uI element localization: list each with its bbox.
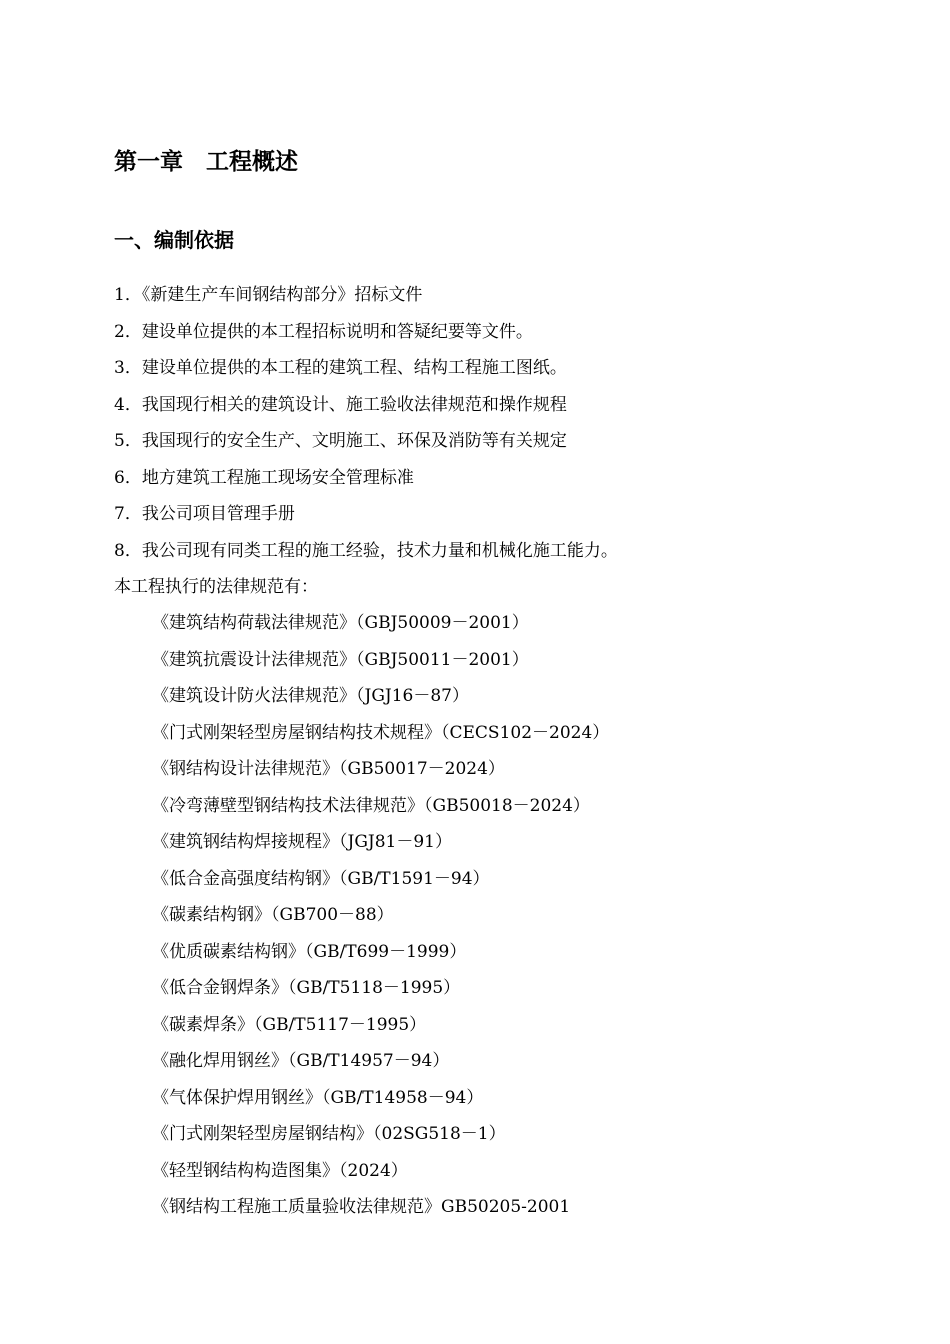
basis-item: 3．建设单位提供的本工程的建筑工程、结构工程施工图纸。	[114, 358, 567, 378]
standard-item: 《钢结构设计法律规范》（GB50017－2024）	[152, 759, 505, 779]
basis-item: 5．我国现行的安全生产、文明施工、环保及消防等有关规定	[114, 431, 567, 451]
standard-item: 《冷弯薄壁型钢结构技术法律规范》（GB50018－2024）	[152, 795, 590, 816]
standard-item: 《气体保护焊用钢丝》（GB/T14958－94）	[152, 1087, 484, 1108]
standard-item: 《碳素焊条》（GB/T5117－1995）	[152, 1014, 427, 1035]
basis-item: 1．《新建生产车间钢结构部分》招标文件	[114, 285, 423, 305]
basis-item: 7．我公司项目管理手册	[114, 504, 295, 524]
standard-item: 《低合金钢焊条》（GB/T5118－1995）	[152, 978, 461, 998]
basis-item: 2．建设单位提供的本工程招标说明和答疑纪要等文件。	[114, 321, 533, 342]
standard-item: 《建筑抗震设计法律规范》（GBJ50011－2001）	[152, 649, 529, 670]
standard-item: 《低合金高强度结构钢》（GB/T1591－94）	[152, 868, 490, 889]
basis-item: 8．我公司现有同类工程的施工经验，技术力量和机械化施工能力。	[114, 540, 618, 561]
standard-item: 《建筑钢结构焊接规程》（JGJ81－91）	[152, 832, 452, 852]
standard-item: 《钢结构工程施工质量验收法律规范》GB50205-2001	[152, 1197, 571, 1217]
standards-list	[152, 605, 609, 1226]
basis-item: 4．我国现行相关的建筑设计、施工验收法律规范和操作规程	[114, 394, 567, 415]
standard-item: 《建筑结构荷载法律规范》（GBJ50009－2001）	[152, 613, 529, 633]
standard-item: 《轻型钢结构构造图集》（2024）	[152, 1160, 408, 1181]
standard-item: 《建筑设计防火法律规范》（JGJ16－87）	[152, 686, 469, 706]
standard-item: 《碳素结构钢》（GB700－88）	[152, 905, 394, 925]
standard-item: 《优质碳素结构钢》（GB/T699－1999）	[152, 941, 467, 962]
standards-intro: 本工程执行的法律规范有：	[114, 577, 318, 597]
section-title: 一、编制依据	[114, 228, 234, 252]
chapter-title: 第一章 工程概述	[114, 149, 298, 175]
basis-item: 6．地方建筑工程施工现场安全管理标准	[114, 467, 414, 488]
standard-item: 《融化焊用钢丝》（GB/T14957－94）	[152, 1051, 450, 1071]
standard-item: 《门式刚架轻型房屋钢结构技术规程》（CECS102－2024）	[152, 722, 610, 743]
basis-list	[114, 277, 618, 569]
standard-item: 《门式刚架轻型房屋钢结构》（02SG518－1）	[152, 1124, 506, 1144]
